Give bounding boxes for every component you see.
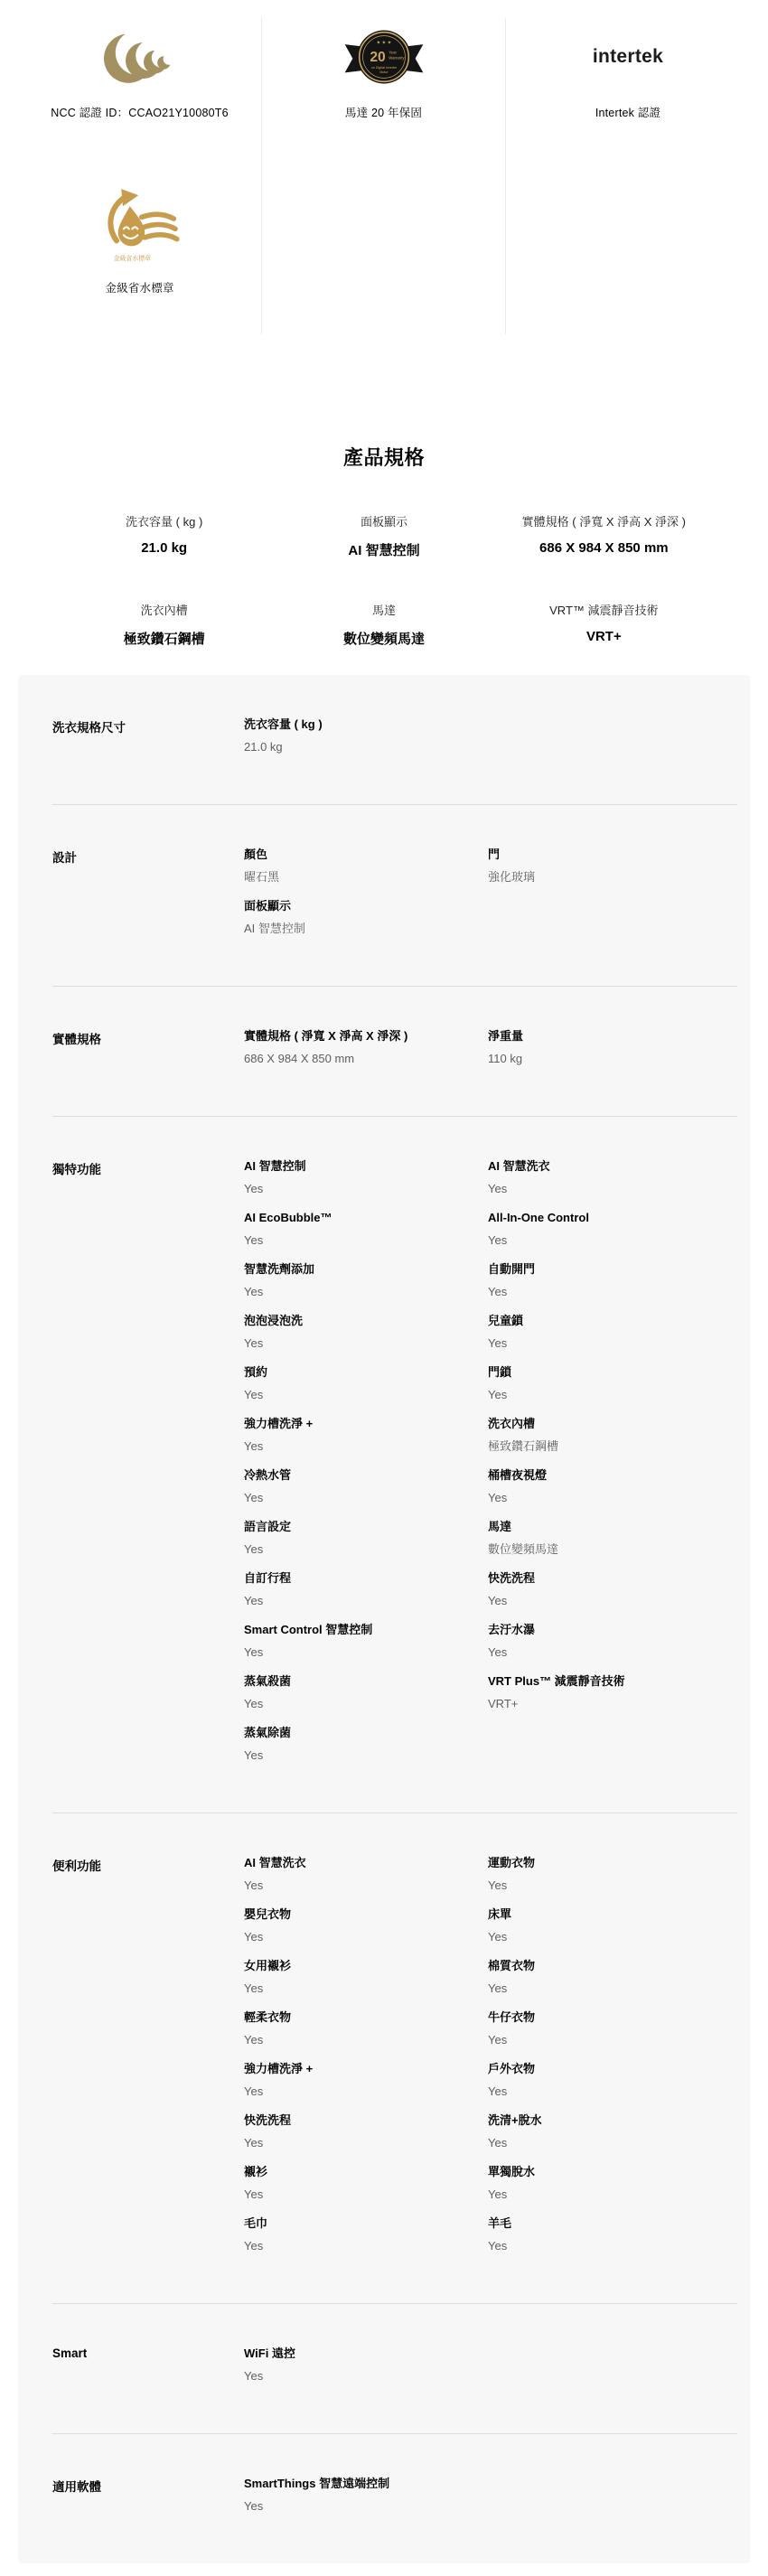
spec-item-value: Yes — [488, 2238, 508, 2253]
spec-item-value: 強化玻璃 — [488, 869, 536, 884]
spec-section — [52, 986, 737, 1116]
summary-panel-display — [274, 512, 493, 559]
warranty-label: 馬達 20 年保固 — [344, 107, 423, 119]
spec-item-label: 門鎖 — [488, 1365, 512, 1379]
page-title: 產品規格 — [342, 446, 425, 469]
svg-text:金級省水標章: 金級省水標章 — [113, 255, 151, 262]
spec-section — [52, 1116, 737, 1813]
spec-item — [488, 1210, 737, 1249]
spec-item-value: Yes — [488, 1981, 508, 1995]
spec-item-label: 門 — [488, 848, 501, 861]
spec-section — [52, 675, 737, 804]
spec-item-label: 襯衫 — [244, 2165, 268, 2178]
spec-section-items — [244, 1028, 737, 1067]
spec-item-label: 牛仔衣物 — [488, 2010, 536, 2024]
spec-item-value: Yes — [488, 2032, 508, 2047]
spec-item — [244, 1958, 488, 1997]
spec-item-label: 嬰兒衣物 — [244, 1907, 292, 1921]
spec-item-label: 桶槽夜視燈 — [488, 1468, 548, 1482]
summary-value: AI 智慧控制 — [348, 543, 420, 558]
spec-item-value: Yes — [488, 1232, 508, 1247]
spec-item-value: Yes — [488, 1878, 508, 1892]
spec-item-value: Yes — [244, 1387, 264, 1401]
spec-section-title: 便利功能 — [52, 1859, 101, 1873]
spec-item-label: 智慧洗劑添加 — [244, 1262, 315, 1276]
spec-section-title: 實體規格 — [52, 1033, 101, 1046]
certification-badges — [18, 18, 750, 334]
spec-item-label: 兒童鎖 — [488, 1314, 524, 1327]
spec-item-value: Yes — [488, 1929, 508, 1944]
spec-item — [244, 2476, 488, 2515]
summary-vrt — [494, 601, 714, 648]
summary-capacity — [54, 512, 274, 559]
spec-item-value: Yes — [488, 2135, 508, 2150]
spec-item — [244, 1028, 488, 1067]
spec-item-label: 去汙水瀑 — [488, 1623, 536, 1636]
spec-item-label: 實體規格 ( 淨寬 X 淨高 X 淨深 ) — [244, 1029, 408, 1043]
spec-item — [244, 1210, 488, 1249]
svg-text:20: 20 — [369, 49, 386, 65]
spec-item-label: AI EcoBubble™ — [244, 1211, 332, 1224]
spec-item-value: Yes — [244, 1232, 264, 1247]
spec-section-items — [244, 847, 737, 937]
spec-item — [244, 2164, 488, 2203]
spec-item — [244, 2061, 488, 2100]
spec-item-value: 數位變頻馬達 — [488, 1541, 559, 1556]
spec-item — [488, 1261, 737, 1300]
spec-section-items — [244, 717, 737, 755]
spec-item — [488, 1158, 737, 1197]
water-saving-label-icon — [93, 180, 187, 270]
spec-item-label: 女用襯衫 — [244, 1959, 292, 1972]
spec-item — [488, 1570, 737, 1609]
spec-section-items — [244, 2346, 737, 2384]
spec-item — [244, 1467, 488, 1506]
spec-item-value: Yes — [244, 1541, 264, 1556]
spec-item — [244, 847, 488, 885]
summary-value: 極致鑽石鋼槽 — [123, 632, 205, 647]
spec-item-value: Yes — [488, 2084, 508, 2098]
spec-item-value: Yes — [244, 1981, 264, 1995]
spec-item-label: 強力槽洗淨 + — [244, 2062, 314, 2075]
spec-item-label: SmartThings 智慧遠端控制 — [244, 2477, 390, 2490]
spec-section-title: 設計 — [52, 851, 77, 865]
spec-detail-table — [18, 675, 750, 2563]
intertek-cert-label: Intertek 認證 — [595, 107, 661, 119]
spec-item-label: 馬達 — [488, 1520, 512, 1533]
summary-label: 洗衣內槽 — [140, 604, 188, 617]
spec-item-value: Yes — [488, 1644, 508, 1659]
spec-item-label: 快洗洗程 — [244, 2113, 292, 2127]
spec-item — [488, 2112, 737, 2151]
spec-item-value: Yes — [244, 1747, 264, 1762]
spec-section-items — [244, 1855, 737, 2254]
summary-label: 面板顯示 — [360, 515, 407, 529]
spec-item-label: 語言設定 — [244, 1520, 292, 1533]
spec-item — [244, 1725, 488, 1764]
intertek-logo-text: intertek — [592, 45, 664, 67]
summary-dimensions — [494, 512, 714, 559]
spec-item-label: 洗衣容量 ( kg ) — [244, 717, 323, 731]
spec-item-label: 羊毛 — [488, 2216, 512, 2230]
summary-motor — [274, 601, 493, 648]
spec-section-items — [244, 1158, 737, 1764]
spec-item-label: 泡泡浸泡洗 — [244, 1314, 304, 1327]
spec-item-label: 蒸氣除菌 — [244, 1726, 292, 1739]
spec-item-value: Yes — [488, 1335, 508, 1350]
spec-item — [488, 2009, 737, 2048]
spec-item — [488, 1958, 737, 1997]
spec-item-value: Yes — [488, 1387, 508, 1401]
spec-item — [488, 1855, 737, 1894]
spec-item — [244, 1855, 488, 1894]
spec-item-label: 面板顯示 — [244, 899, 292, 913]
cert-cell-ncc — [18, 18, 262, 140]
spec-item-value: Yes — [244, 1929, 264, 1944]
spec-item-label: WiFi 遠控 — [244, 2347, 295, 2360]
spec-section-title: 獨特功能 — [52, 1163, 101, 1176]
spec-item — [244, 1261, 488, 1300]
spec-item-label: Smart Control 智慧控制 — [244, 1623, 373, 1636]
spec-item-value: Yes — [244, 2187, 264, 2201]
spec-item-value: Yes — [244, 2032, 264, 2047]
spec-item-label: All-In-One Control — [488, 1211, 589, 1224]
spec-item — [244, 2215, 488, 2254]
spec-item-label: 床單 — [488, 1907, 512, 1921]
spec-item-label: AI 智慧洗衣 — [488, 1159, 550, 1173]
spec-section — [52, 804, 737, 986]
spec-section-title: Smart — [52, 2347, 88, 2360]
spec-item-value: VRT+ — [488, 1696, 519, 1710]
spec-item — [488, 1673, 737, 1712]
spec-item-label: 戶外衣物 — [488, 2062, 536, 2075]
spec-item-value: Yes — [244, 1181, 264, 1195]
spec-summary-grid — [54, 512, 714, 648]
spec-item — [488, 1906, 737, 1945]
spec-item-label: 自動開門 — [488, 1262, 536, 1276]
spec-item-label: 顏色 — [244, 848, 268, 861]
spec-item-label: 毛巾 — [244, 2216, 268, 2230]
spec-item-value: Yes — [244, 1696, 264, 1710]
spec-item-value: Yes — [488, 1490, 508, 1504]
spec-item — [488, 2164, 737, 2203]
cert-cell-water-saving — [18, 140, 262, 334]
spec-item-label: 運動衣物 — [488, 1856, 536, 1869]
spec-item-label: 洗清+脫水 — [488, 2113, 542, 2127]
spec-item-value: 曜石黑 — [244, 869, 280, 884]
spec-item-value: Yes — [244, 2498, 264, 2513]
spec-item — [488, 2061, 737, 2100]
cert-cell-empty — [506, 140, 750, 334]
spec-item-label: 輕柔衣物 — [244, 2010, 292, 2024]
spec-section — [52, 2303, 737, 2433]
spec-item — [244, 1519, 488, 1558]
spec-section-items — [244, 2476, 737, 2515]
spec-item — [244, 1158, 488, 1197]
cert-cell-warranty — [262, 18, 506, 140]
cert-cell-intertek — [506, 18, 750, 140]
spec-item — [244, 1673, 488, 1712]
spec-item-label: 強力槽洗淨 + — [244, 1417, 314, 1430]
spec-item-label: 預約 — [244, 1365, 268, 1379]
spec-section-title: 洗衣規格尺寸 — [52, 721, 126, 735]
spec-item-value: AI 智慧控制 — [244, 921, 305, 935]
spec-item-value: Yes — [488, 2187, 508, 2201]
spec-item — [244, 1313, 488, 1352]
spec-section — [52, 1813, 737, 2303]
spec-item-value: Yes — [244, 1593, 264, 1607]
spec-item-label: 洗衣內槽 — [488, 1417, 536, 1430]
spec-item — [244, 898, 488, 937]
svg-text:Motor: Motor — [379, 70, 389, 74]
spec-item-value: Yes — [244, 2368, 264, 2383]
spec-item — [244, 1416, 488, 1455]
spec-item-value: Yes — [244, 2084, 264, 2098]
ncc-cert-label: NCC 認證 ID：CCAO21Y10080T6 — [51, 107, 229, 119]
spec-section — [52, 2433, 737, 2563]
warranty-badge-icon — [337, 18, 431, 95]
spec-item-label: 棉質衣物 — [488, 1959, 536, 1972]
spec-item — [488, 2215, 737, 2254]
svg-text:Year: Year — [388, 50, 397, 55]
spec-item-value: Yes — [244, 1438, 264, 1453]
summary-value: 數位變頻馬達 — [342, 632, 425, 647]
spec-item-label: VRT Plus™ 減震靜音技術 — [488, 1674, 625, 1688]
spec-item-label: 冷熱水管 — [244, 1468, 292, 1482]
summary-value: VRT+ — [585, 629, 622, 644]
svg-text:★ ★ ★: ★ ★ ★ — [376, 39, 391, 45]
spec-item — [244, 717, 488, 755]
spec-item-value: Yes — [244, 2238, 264, 2253]
spec-item-value: Yes — [244, 2135, 264, 2150]
spec-item — [488, 1519, 737, 1558]
spec-item-value: Yes — [244, 1878, 264, 1892]
spec-item-value: Yes — [244, 1284, 264, 1298]
spec-item-value: Yes — [488, 1284, 508, 1298]
ncc-logo-icon — [104, 18, 176, 95]
spec-item-value: 極致鑽石鋼槽 — [488, 1438, 559, 1453]
spec-item-label: 單獨脫水 — [488, 2165, 536, 2178]
svg-text:Warranty: Warranty — [388, 55, 405, 61]
spec-item-value: Yes — [244, 1490, 264, 1504]
svg-text:on Digital Inverter: on Digital Inverter — [370, 65, 397, 70]
spec-item-value: Yes — [244, 1335, 264, 1350]
summary-label: 馬達 — [371, 604, 396, 617]
summary-label: VRT™ 減震靜音技術 — [549, 604, 659, 617]
spec-item — [244, 1364, 488, 1403]
spec-item-value: 686 X 984 X 850 mm — [244, 1051, 355, 1065]
spec-item — [488, 1364, 737, 1403]
spec-item-label: AI 智慧洗衣 — [244, 1856, 306, 1869]
summary-label: 實體規格 ( 淨寬 X 淨高 X 淨深 ) — [521, 515, 686, 529]
spec-item — [244, 1570, 488, 1609]
spec-item-label: 快洗洗程 — [488, 1571, 536, 1585]
spec-item — [488, 1028, 737, 1067]
spec-item-value: 110 kg — [488, 1051, 523, 1065]
spec-item — [488, 847, 737, 885]
spec-item-label: 自訂行程 — [244, 1571, 292, 1585]
cert-cell-empty — [262, 140, 506, 334]
summary-label: 洗衣容量 ( kg ) — [126, 515, 203, 529]
intertek-logo — [593, 18, 663, 95]
summary-value: 21.0 kg — [141, 540, 188, 556]
spec-item — [244, 2346, 488, 2384]
spec-item-value: Yes — [244, 1644, 264, 1659]
spec-item-label: 蒸氣殺菌 — [244, 1674, 292, 1688]
summary-drum — [54, 601, 274, 648]
spec-section-title: 適用軟體 — [52, 2480, 101, 2494]
spec-item-value: 21.0 kg — [244, 739, 283, 754]
water-saving-label: 金級省水標章 — [105, 281, 174, 295]
product-spec-page — [0, 18, 768, 2563]
spec-item — [244, 1622, 488, 1661]
spec-item — [488, 1467, 737, 1506]
spec-item — [244, 2112, 488, 2151]
spec-item-label: 淨重量 — [488, 1029, 524, 1043]
spec-item — [488, 1313, 737, 1352]
spec-item-value: Yes — [488, 1181, 508, 1195]
spec-item — [488, 1416, 737, 1455]
spec-item — [244, 1906, 488, 1945]
spec-item — [488, 1622, 737, 1661]
spec-item — [244, 2009, 488, 2048]
summary-value: 686 X 984 X 850 mm — [539, 540, 669, 556]
spec-item-label: AI 智慧控制 — [244, 1159, 306, 1173]
spec-item-value: Yes — [488, 1593, 508, 1607]
